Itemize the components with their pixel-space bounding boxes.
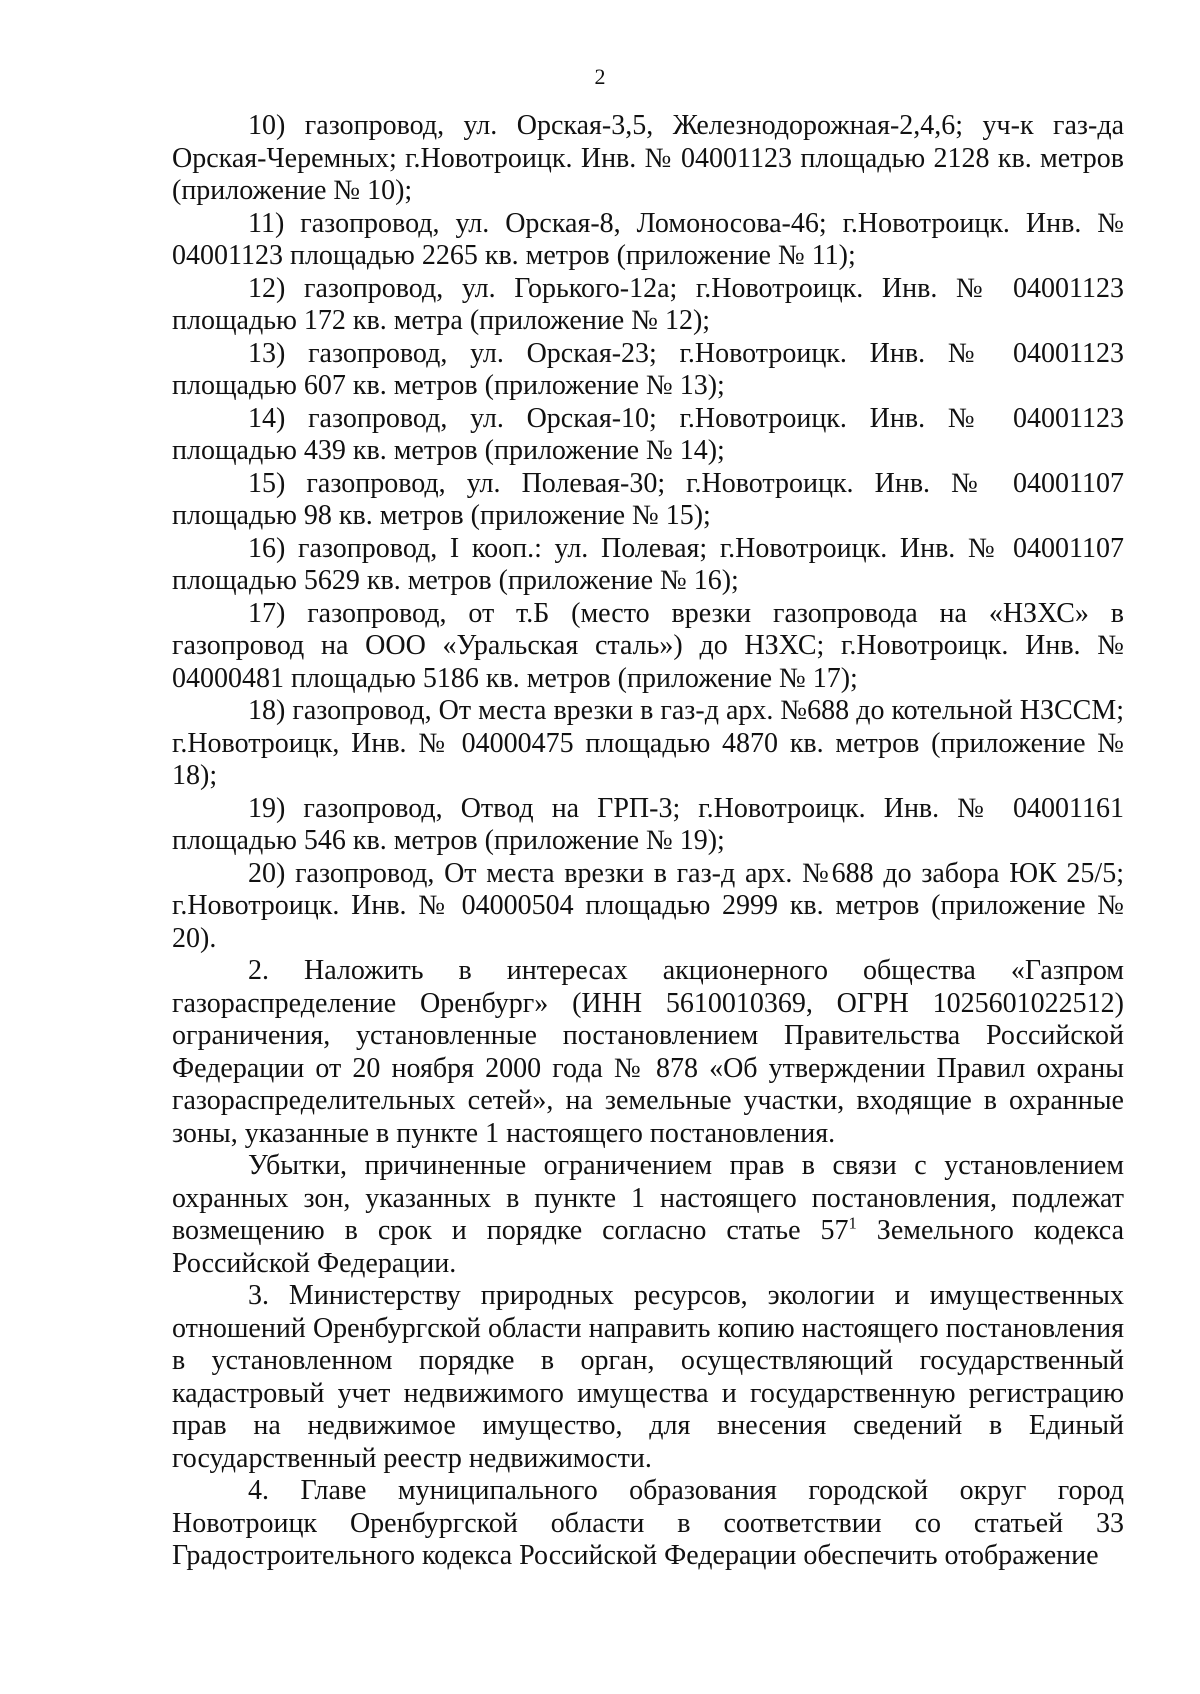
- clause-3: 3. Министерству природных ресурсов, экологии и имущественных отношений Оренбургской области направить копию настоящего постановления в установленном порядке в орган, осуществляющий государственный кадастровый учет недвижимого имущества и государственную регистрацию прав на недвижимое имущество, для внесения сведений в Единый государственный реестр недвижимости.: [172, 1280, 1124, 1474]
- clause-4: 4. Главе муниципального образования городской округ город Новотроицк Оренбургской области в соответствии со статьей 33 Градостроительного кодекса Российской Федерации обеспечить отображение: [172, 1475, 1124, 1571]
- clause-2: 2. Наложить в интересах акционерного общества «Газпром газораспределение Оренбург» (ИНН 5610010369, ОГРН 1025601022512) ограничения, установленные постановлением Правительства Российской Федерации от 20 ноября 2000 года № 878 «Об утверждении Правил охраны газораспределительных сетей», на земельные участки, входящие в охранные зоны, указанные в пункте 1 настоящего постановления.: [172, 955, 1124, 1149]
- losses-paragraph: [172, 1150, 1124, 1280]
- list-item-11: 11) газопровод, ул. Орская-8, Ломоносова-46; г.Новотроицк. Инв. № 04001123 площадью 2265 кв. метров (приложение № 11);: [172, 207, 1124, 271]
- list-item-18: 18) газопровод, От места врезки в газ-д арх. №688 до котельной НЗССМ; г.Новотроицк, Инв. № 04000475 площадью 4870 кв. метров (приложение № 18);: [172, 695, 1124, 791]
- losses-text: Убытки, причиненные ограничением прав в связи с установлением охранных зон, указанных в пункте 1 настоящего постановления, подлежат возмещению в срок и порядке согласно статье 57: [172, 1150, 1124, 1246]
- document-body: [172, 110, 1124, 1573]
- article-superscript: 1: [848, 1213, 857, 1233]
- list-item-20: 20) газопровод, От места врезки в газ-д арх. №688 до забора ЮК 25/5; г.Новотроицк. Инв. № 04000504 площадью 2999 кв. метров (приложение № 20).: [172, 857, 1124, 954]
- list-item-17: 17) газопровод, от т.Б (место врезки газопровода на «НЗХС» в газопровод на ООО «Уральская сталь») до НЗХС; г.Новотроицк. Инв. № 04000481 площадью 5186 кв. метров (приложение № 17);: [172, 597, 1124, 694]
- list-item-19: 19) газопровод, Отвод на ГРП-3; г.Новотроицк. Инв. № 04001161 площадью 546 кв. метров (приложение № 19);: [172, 792, 1124, 856]
- list-item-16: 16) газопровод, I кооп.: ул. Полевая; г.Новотроицк. Инв. № 04001107 площадью 5629 кв. метров (приложение № 16);: [172, 532, 1124, 596]
- list-item-12: 12) газопровод, ул. Горького-12а; г.Новотроицк. Инв. № 04001123 площадью 172 кв. метра (приложение № 12);: [172, 272, 1124, 336]
- list-item-13: 13) газопровод, ул. Орская-23; г.Новотроицк. Инв. № 04001123 площадью 607 кв. метров (приложение № 13);: [172, 337, 1124, 401]
- page-number: 2: [594, 64, 606, 89]
- losses-text-end: Земельного кодекса Российской Федерации.: [172, 1215, 1124, 1279]
- list-item-14: 14) газопровод, ул. Орская-10; г.Новотроицк. Инв. № 04001123 площадью 439 кв. метров (приложение № 14);: [172, 402, 1124, 466]
- list-item-10: 10) газопровод, ул. Орская-3,5, Железнодорожная-2,4,6; уч-к газ-да Орская-Черемных; г.Новотроицк. Инв. № 04001123 площадью 2128 кв. метров (приложение № 10);: [172, 110, 1124, 206]
- list-item-15: 15) газопровод, ул. Полевая-30; г.Новотроицк. Инв. № 04001107 площадью 98 кв. метров (приложение № 15);: [172, 467, 1124, 531]
